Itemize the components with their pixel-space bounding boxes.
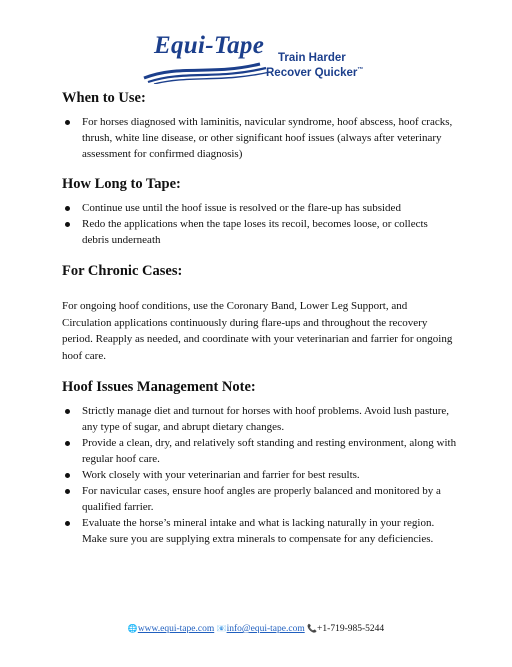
- tagline-train-harder: Train Harder: [278, 52, 346, 64]
- paragraph-chronic-cases: For ongoing hoof conditions, use the Coronary Band, Lower Leg Support, and Circulation applications continuously during flare-ups and throughout the recovery period. Reapply as needed, and coordinate with your veterinarian and farrier for ongoing hoof care.: [62, 300, 453, 362]
- website-link[interactable]: www.equi-tape.com: [137, 624, 215, 634]
- email-icon: 📧: [216, 624, 227, 633]
- list-item: Provide a clean, dry, and relatively soft standing and resting environment, along with regular hoof care.: [62, 435, 457, 467]
- list-item: For navicular cases, ensure hoof angles are properly balanced and monitored by a qualified farrier.: [62, 483, 457, 515]
- phone-number: +1-719-985-5244: [317, 624, 385, 634]
- email-link[interactable]: info@equi-tape.com: [226, 624, 305, 634]
- globe-icon: 🌐: [127, 624, 138, 633]
- list-item: Redo the applications when the tape loses its recoil, becomes loose, or collects debris underneath: [62, 216, 457, 248]
- brand-name: Equi-Tape: [154, 32, 265, 59]
- list-how-long: [62, 200, 457, 248]
- footer-contact: [0, 624, 512, 634]
- list-when-to-use: [62, 114, 457, 162]
- heading-hoof-issues-note: Hoof Issues Management Note:: [62, 379, 256, 395]
- equi-tape-logo: [140, 30, 380, 82]
- list-item: Continue use until the hoof issue is resolved or the flare-up has subsided: [62, 200, 457, 216]
- phone-icon: 📞: [307, 624, 318, 633]
- list-item: Strictly manage diet and turnout for horses with hoof problems. Avoid lush pasture, any type of sugar, and abrupt dietary changes.: [62, 403, 457, 435]
- list-hoof-issues: [62, 403, 457, 547]
- list-item: Work closely with your veterinarian and farrier for best results.: [62, 467, 457, 483]
- list-item: For horses diagnosed with laminitis, navicular syndrome, hoof abscess, hoof cracks, thrush, white line disease, or other significant hoof issues (always after veterinary assessment for confirmed diagnosis): [62, 114, 457, 162]
- heading-chronic-cases: For Chronic Cases:: [62, 263, 183, 279]
- document-body: [62, 89, 457, 547]
- heading-how-long-to-tape: How Long to Tape:: [62, 176, 181, 192]
- heading-when-to-use: When to Use:: [62, 90, 146, 106]
- tagline-recover-quicker: Recover Quicker™: [266, 67, 364, 79]
- list-item: Evaluate the horse’s mineral intake and what is lacking naturally in your region. Make sure you are supplying extra minerals to compensate for any deficiencies.: [62, 515, 457, 547]
